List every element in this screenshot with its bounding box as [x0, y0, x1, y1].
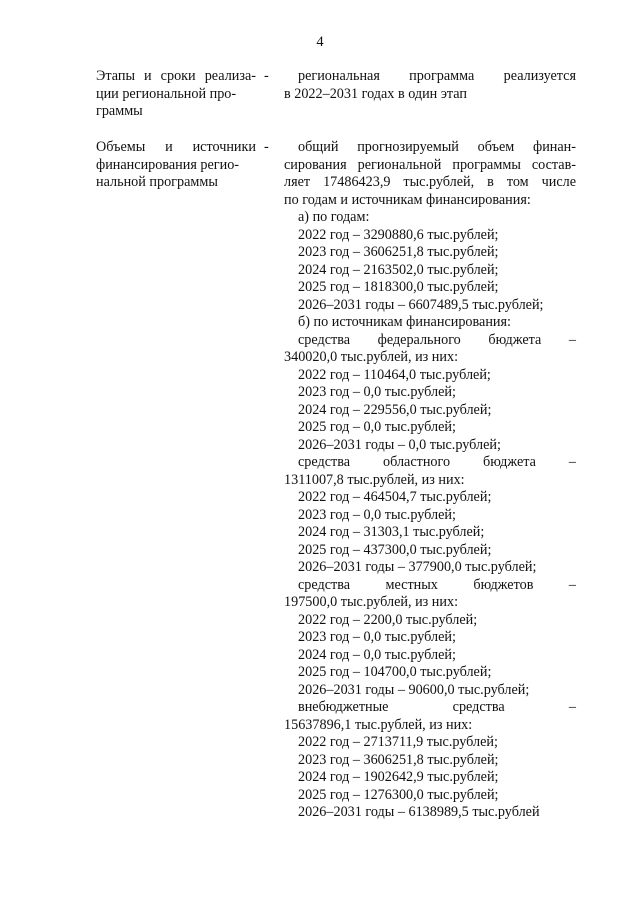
content-line: 2025 год – 437300,0 тыс.рублей; — [298, 541, 492, 558]
label-line: граммы — [96, 103, 143, 119]
content-line: ляет 17486423,9 тыс.рублей, в том числе — [284, 174, 576, 190]
content-line: средства областного бюджета – — [298, 454, 576, 470]
section-funding-dash: - — [264, 139, 269, 155]
content-line: 2025 год – 104700,0 тыс.рублей; — [298, 664, 492, 680]
content-line: внебюджетные средства – — [298, 699, 576, 715]
content-line: по годам и источникам финансирования: — [284, 191, 531, 208]
page-number: 4 — [316, 34, 324, 50]
content-line: 2024 год – 1902642,9 тыс.рублей; — [298, 769, 499, 785]
label-line: Объемы и источники — [96, 139, 256, 155]
label-line: ции региональной про- — [96, 85, 237, 102]
label-line: нальной программы — [96, 174, 218, 190]
content-line: общий прогнозируемый объем финан- — [298, 139, 576, 155]
content-line: 2024 год – 2163502,0 тыс.рублей; — [298, 261, 499, 278]
content-line: 2022 год – 2200,0 тыс.рублей; — [298, 611, 478, 628]
content-line: 1311007,8 тыс.рублей, из них: — [284, 471, 465, 488]
content-line: а) по годам: — [298, 209, 370, 225]
content-line: 2024 год – 0,0 тыс.рублей; — [298, 646, 456, 663]
content-line: 197500,0 тыс.рублей, из них: — [284, 594, 459, 610]
content-line: 2026–2031 годы – 0,0 тыс.рублей; — [298, 436, 501, 453]
content-line: 2023 год – 3606251,8 тыс.рублей; — [298, 244, 499, 260]
section-funding-label — [96, 139, 256, 192]
content-line: 2022 год – 464504,7 тыс.рублей; — [298, 489, 492, 505]
content-line: б) по источникам финансирования: — [298, 314, 511, 330]
content-line: средства федерального бюджета – — [298, 331, 576, 348]
content-line: в 2022–2031 годах в один этап — [284, 85, 467, 102]
label-line: Этапы и сроки реализа- — [96, 68, 256, 84]
section-stages-dash: - — [264, 68, 269, 84]
content-line: сирования региональной программы состав- — [284, 156, 576, 173]
section-stages-content — [284, 68, 576, 103]
content-line: 2022 год – 3290880,6 тыс.рублей; — [298, 226, 499, 243]
content-line: 15637896,1 тыс.рублей, из них: — [284, 716, 473, 733]
content-line: 2023 год – 3606251,8 тыс.рублей; — [298, 751, 499, 768]
content-line: 2024 год – 229556,0 тыс.рублей; — [298, 401, 492, 418]
content-line: 2025 год – 0,0 тыс.рублей; — [298, 419, 456, 435]
content-line: 2026–2031 годы – 6607489,5 тыс.рублей; — [298, 296, 544, 313]
content-line: 2025 год – 1818300,0 тыс.рублей; — [298, 279, 499, 295]
content-line: средства местных бюджетов – — [298, 576, 576, 593]
content-line: 2024 год – 31303,1 тыс.рублей; — [298, 524, 485, 540]
content-line: 2026–2031 годы – 90600,0 тыс.рублей; — [298, 681, 530, 698]
content-line: 340020,0 тыс.рублей, из них: — [284, 349, 459, 365]
content-line: 2026–2031 годы – 6138989,5 тыс.рублей — [298, 804, 540, 820]
content-line: 2022 год – 110464,0 тыс.рублей; — [298, 366, 491, 383]
content-line: 2022 год – 2713711,9 тыс.рублей; — [298, 734, 498, 750]
section-funding-content — [284, 139, 576, 822]
content-line: 2023 год – 0,0 тыс.рублей; — [298, 384, 456, 400]
content-line: региональная программа реализуется — [298, 68, 576, 84]
content-line: 2026–2031 годы – 377900,0 тыс.рублей; — [298, 559, 537, 575]
content-line: 2025 год – 1276300,0 тыс.рублей; — [298, 786, 499, 803]
content-line: 2023 год – 0,0 тыс.рублей; — [298, 629, 456, 645]
content-line: 2023 год – 0,0 тыс.рублей; — [298, 506, 456, 523]
section-stages-label — [96, 68, 256, 121]
label-line: финансирования регио- — [96, 156, 240, 173]
